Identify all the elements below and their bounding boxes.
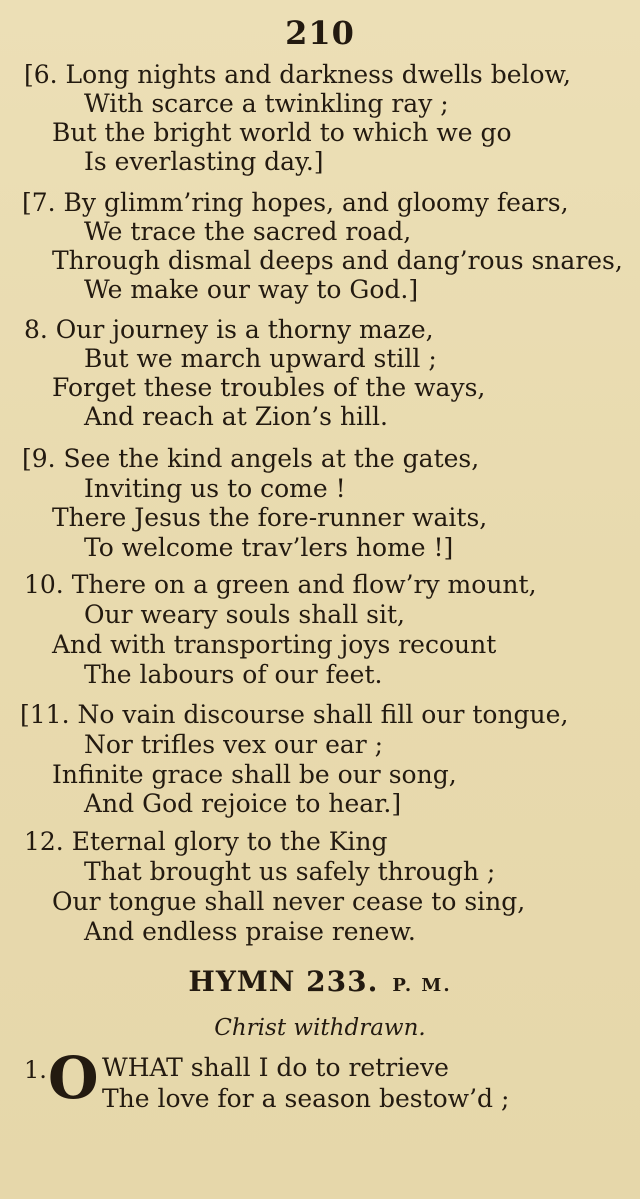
drop-cap: O	[48, 1044, 99, 1112]
hymn-subtitle: Christ withdrawn.	[214, 1015, 426, 1041]
stanza-9-line-2: Inviting us to come !	[84, 474, 346, 503]
stanza-9-line-4: To welcome trav’lers home !]	[84, 533, 454, 562]
stanza-9-line-3: There Jesus the fore-runner waits,	[52, 503, 488, 532]
stanza-10-line-1: 10. There on a green and flow’ry mount,	[24, 570, 537, 599]
stanza-8-line-1: 8. Our journey is a thorny maze,	[24, 315, 434, 344]
stanza-6-line-2: With scarce a twinkling ray ;	[84, 89, 449, 118]
stanza-7-line-2: We trace the sacred road,	[84, 217, 412, 246]
stanza-6-line-1: [6. Long nights and darkness dwells below,	[24, 60, 571, 89]
stanza-9-line-1: [9. See the kind angels at the gates,	[22, 444, 480, 473]
stanza-12-line-3: Our tongue shall never cease to sing,	[52, 887, 526, 916]
stanza-11-line-4: And God rejoice to hear.]	[84, 789, 402, 818]
hymn-title	[0, 965, 640, 998]
hymn-stanza-1-number: 1.	[24, 1056, 47, 1084]
hymn-number: HYMN 233.	[188, 965, 379, 998]
stanza-7-line-3: Through dismal deeps and dang’rous snares,	[52, 246, 623, 275]
stanza-12-line-4: And endless praise renew.	[84, 917, 416, 946]
stanza-10-line-4: The labours of our feet.	[84, 660, 383, 689]
stanza-7-line-1: [7. By glimm’ring hopes, and gloomy fears,	[22, 188, 569, 217]
hymn-stanza-1-line-1: WHAT shall I do to retrieve	[102, 1053, 449, 1082]
hymn-meter: P. M.	[392, 975, 452, 996]
stanza-10-line-2: Our weary souls shall sit,	[84, 600, 405, 629]
stanza-11-line-2: Nor trifles vex our ear ;	[84, 730, 384, 759]
page-number: 210	[285, 14, 355, 52]
stanza-7-line-4: We make our way to God.]	[84, 275, 419, 304]
stanza-6-line-3: But the bright world to which we go	[52, 118, 512, 147]
stanza-10-line-3: And with transporting joys recount	[52, 630, 497, 659]
stanza-11-line-3: Infinite grace shall be our song,	[52, 760, 457, 789]
stanza-8-line-3: Forget these troubles of the ways,	[52, 373, 486, 402]
stanza-12-line-1: 12. Eternal glory to the King	[24, 827, 388, 856]
stanza-11-line-1: [11. No vain discourse shall fill our tongue,	[20, 700, 569, 729]
stanza-8-line-2: But we march upward still ;	[84, 344, 437, 373]
stanza-8-line-4: And reach at Zion’s hill.	[84, 402, 388, 431]
hymn-stanza-1-line-2: The love for a season bestow’d ;	[102, 1084, 510, 1113]
stanza-12-line-2: That brought us safely through ;	[84, 857, 496, 886]
stanza-6-line-4: Is everlasting day.]	[84, 147, 324, 176]
